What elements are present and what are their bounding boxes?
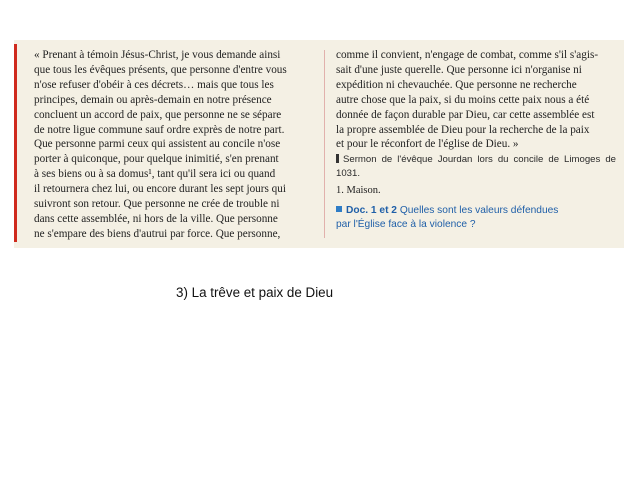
- source-marker-icon: [336, 154, 339, 163]
- text-line: autre chose que la paix, si du moins cette paix nous a été: [336, 93, 590, 106]
- left-column-text: [34, 48, 334, 242]
- question-line: [336, 204, 616, 218]
- text-line: suivront son retour. Que personne ne crée de trouble ni: [34, 198, 280, 211]
- text-line: et pour le réconfort de l'église de Dieu. »: [336, 138, 519, 151]
- footnote: 1. Maison.: [336, 185, 381, 197]
- text-line: porter à quiconque, pour quelque inimitié, s'en prenant: [34, 153, 279, 166]
- question-reference: Doc. 1 et 2: [346, 205, 397, 217]
- scanned-document-image: [14, 40, 624, 248]
- text-line: sait d'une juste querelle. Que personne ici n'organise ni: [336, 63, 582, 76]
- text-line: n'ose refuser d'obéir à ces décrets… mais que tous les: [34, 78, 274, 91]
- text-line: ne s'empare des biens d'autrui par force. Que personne,: [34, 227, 281, 240]
- source-text: Sermon de l'évêque Jourdan lors du concile de Limoges de 1031.: [336, 154, 616, 180]
- right-column-text: [336, 48, 616, 231]
- margin-bar: [14, 44, 17, 242]
- question-text: Quelles sont les valeurs défendues: [399, 205, 559, 217]
- text-line: comme il convient, n'engage de combat, comme s'il s'agis-: [336, 49, 599, 61]
- source-citation: [336, 153, 616, 181]
- text-line: donnée de façon durable par Dieu, car cette assemblée est: [336, 108, 595, 121]
- text-line: de notre ligue commune sauf ordre exprès de notre part.: [34, 123, 285, 136]
- text-line: « Prenant à témoin Jésus-Christ, je vous demande ainsi: [34, 49, 281, 61]
- text-line: il retournera chez lui, ou encore durant les sept jours qui: [34, 183, 286, 196]
- question-line: par l'Église face à la violence ?: [336, 218, 476, 230]
- text-line: que tous les évêques présents, que personne d'entre vous: [34, 63, 287, 76]
- text-line: expédition ni chevauchée. Que personne ne recherche: [336, 78, 577, 91]
- text-line: principes, demain ou après-demain en notre présence: [34, 93, 272, 106]
- text-line: à ses biens ou à sa domus¹, tant qu'il sera ici ou quand: [34, 168, 276, 181]
- text-line: concluent un accord de paix, que personne ne se sépare: [34, 108, 282, 121]
- text-line: Que personne parmi ceux qui assistent au concile n'ose: [34, 138, 281, 151]
- slide-caption: 3) La trêve et paix de Dieu: [176, 285, 334, 300]
- text-line: la propre assemblée de Dieu pour la recherche de la paix: [336, 123, 590, 136]
- square-bullet-icon: [336, 206, 342, 212]
- question-box: [336, 204, 616, 231]
- text-line: dans cette assemblée, ni hors de la ville. Que personne: [34, 212, 278, 225]
